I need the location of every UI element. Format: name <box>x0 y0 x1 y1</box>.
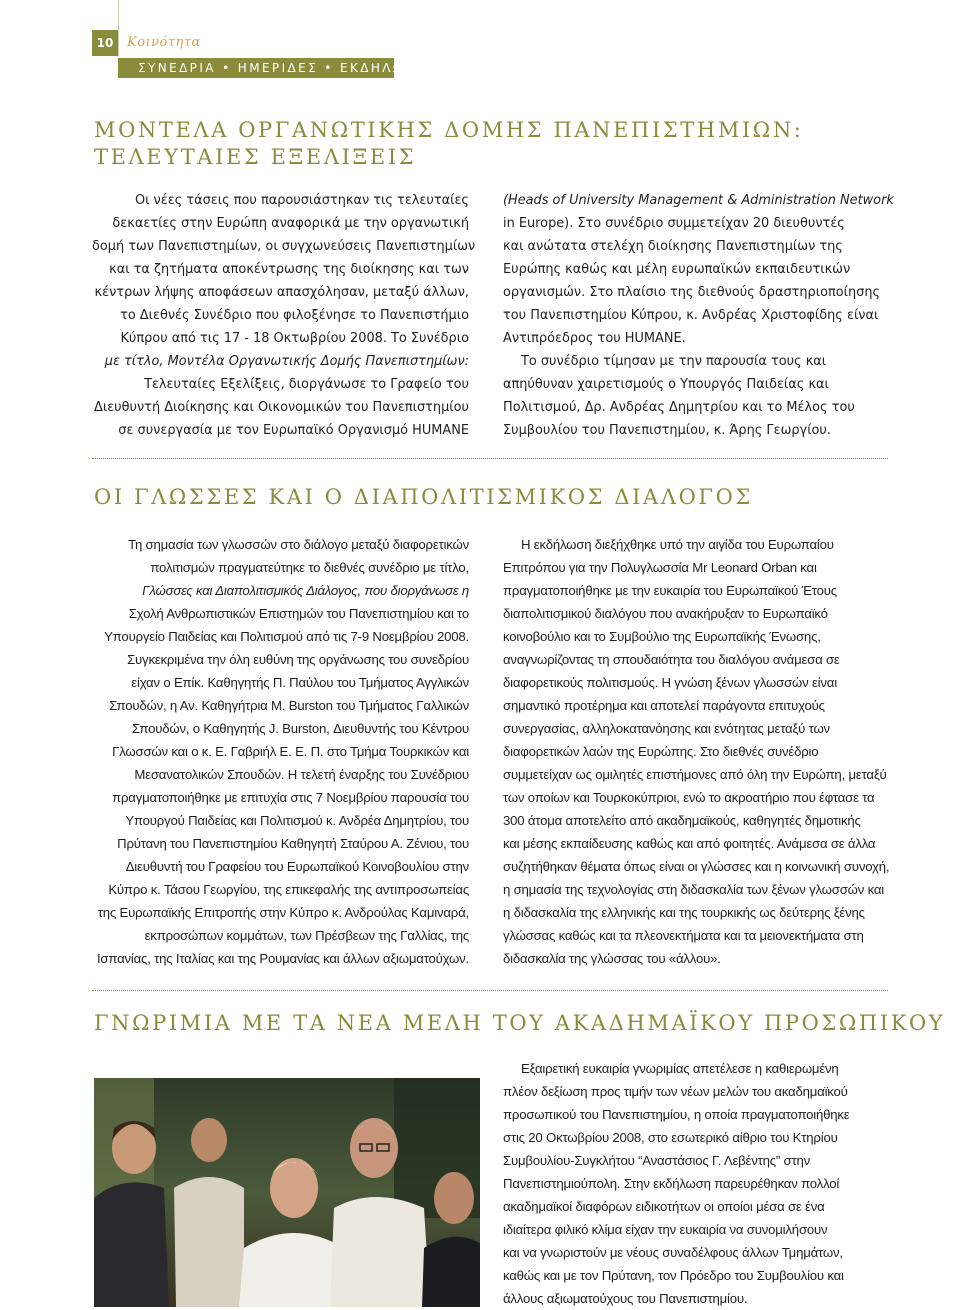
text-line: πραγματοποιήθηκε με επιτυχία στις 7 Νοεμβρίου παρουσία του <box>112 790 469 805</box>
text-line: διδασκαλία της γλώσσας του «άλλου». <box>503 951 721 966</box>
text-line: Εξαιρετική ευκαιρία γνωριμίας απετέλεσε η καθιερωμένη <box>521 1061 839 1076</box>
article3-title: ΓΝΩΡΙΜΙΑ ΜΕ ΤΑ ΝΕΑ ΜΕΛΗ ΤΟΥ ΑΚΑΔΗΜΑΪΚΟΥ ΠΡΟΣΩΠΙΚΟΥ <box>94 1011 946 1035</box>
text-line: διαφορετικών λαών της Ευρώπης. Στο διεθνές συνέδριο <box>503 744 819 759</box>
text-line: 300 άτομα αποτελείτο από ακαδημαϊκούς, καθηγητές δημοτικής <box>503 813 861 828</box>
text-line: Η εκδήλωση διεξήχθηκε υπό την αιγίδα του Ευρωπαίου <box>521 537 834 552</box>
text-line: Τελευταίες Εξελίξεις, διοργάνωσε το Γραφείο του <box>144 377 469 392</box>
text-line: ακαδημαϊκοί διαφόρων ειδικοτήτων οι οποίοι μέσα σε ένα <box>503 1199 825 1214</box>
text-line: σε συνεργασία με τον Ευρωπαϊκό Οργανισμό HUMANE <box>118 423 469 438</box>
article2-column-left <box>92 533 469 970</box>
text-line: εκπροσώπων κομμάτων, των Πρέσβεων της Γαλλίας, της <box>144 928 469 943</box>
text-line: Αντιπρόεδρος του HUMANE. <box>503 331 686 346</box>
text-line: Υπουργείο Παιδείας και Πολιτισμού από τις 7-9 Νοεμβρίου 2008. <box>104 629 469 644</box>
text-line: στις 20 Οκτωβρίου 2008, στο εσωτερικό αίθριο του Κτηρίου <box>503 1130 838 1145</box>
text-line: Πολιτισμού, Δρ. Ανδρέας Δημητρίου και το Μέλος του <box>503 400 855 415</box>
text-line: Ευρώπης καθώς και μέλη ευρωπαϊκών εκπαιδευτικών <box>503 262 851 277</box>
text-line: άλλους αξιωματούχους του Πανεπιστημίου. <box>503 1291 748 1306</box>
text-line: διαπολιτισμικού διαλόγου που ανακήρυξαν το Ευρωπαϊκό <box>503 606 828 621</box>
text-line: Γλωσσών και ο κ. Ε. Γαβριήλ Ε. Ε. Π. στο Τμήμα Τουρκικών και <box>112 744 469 759</box>
text-line: οργανισμών. Στο πλαίσιο της διεθνούς δραστηριοποίησης <box>503 285 881 300</box>
text-line: Σπουδών, η Αν. Καθηγήτρια M. Burston του Τμήματος Γαλλικών <box>109 698 469 713</box>
text-line: προσωπικού του Πανεπιστημίου, η οποία πραγματοποιήθηκε <box>503 1107 850 1122</box>
text-line: in Europe). Στο συνέδριο συμμετείχαν 20 διευθυντές <box>503 216 845 231</box>
text-line: κέντρων λήψης αποφάσεων απασχόλησαν, μεταξύ άλλων, <box>94 285 469 300</box>
text-line: Γλώσσες και Διαπολιτισμικός Διάλογος, που διοργάνωσε η <box>142 583 469 598</box>
text-line: καθώς και με τον Πρύτανη, τον Πρόεδρο του Συμβουλίου και <box>503 1268 844 1283</box>
text-line: Σπουδών, ο Καθηγητής J. Burston, Διευθυντής του Κέντρου <box>132 721 469 736</box>
text-line: Συγκεκριμένα την όλη ευθύνη της οργάνωσης του συνεδρίου <box>127 652 469 667</box>
text-line: Συμβουλίου του Πανεπιστημίου, κ. Άρης Γεωργίου. <box>503 423 831 438</box>
text-line: ιδιαίτερα φιλικό κλίμα είχαν την ευκαιρία να συνομιλήσουν <box>503 1222 828 1237</box>
text-line: σημαντικό προτέρημα και αποτελεί παράγοντα επιτυχούς <box>503 698 825 713</box>
article1-title-line2: ΤΕΛΕΥΤΑΙΕΣ ΕΞΕΛΙΞΕΙΣ <box>94 145 417 169</box>
text-line: (Heads of University Management & Administration Network <box>503 193 894 208</box>
text-line: αναγνωρίζοντας τη σπουδαιότητα του διαλόγου ανάμεσα σε <box>503 652 840 667</box>
text-line: Διευθυντή του Γραφείου του Ευρωπαϊκού Κοινοβουλίου στην <box>125 859 469 874</box>
text-line: Διευθυντή Διοίκησης και Οικονομικών του Πανεπιστημίου <box>94 400 469 415</box>
article2-column-right <box>503 533 889 970</box>
text-line: και ανώτατα στελέχη διοίκησης Πανεπιστημίων της <box>503 239 843 254</box>
section-title: Κοινότητα <box>127 35 201 50</box>
text-line: πλέον δεξίωση προς τιμήν των νέων μελών του ακαδημαϊκού <box>503 1084 848 1099</box>
text-line: Πρύτανη του Πανεπιστημίου Καθηγητή Σταύρου Α. Ζένιου, του <box>117 836 469 851</box>
text-line: Κύπρο κ. Τάσου Γεωργίου, της επικεφαλής της αντιπροσωπείας <box>108 882 469 897</box>
text-line: της Ευρωπαϊκής Επιτροπής στην Κύπρο κ. Ανδρούλας Καμιναρά, <box>97 905 469 920</box>
text-line: Σχολή Ανθρωπιστικών Επιστημών του Πανεπιστημίου και το <box>128 606 469 621</box>
text-line: το Διεθνές Συνέδριο που φιλοξένησε το Πανεπιστήμιο <box>120 308 469 323</box>
text-line: απηύθυναν χαιρετισμούς ο Υπουργός Παιδείας και <box>503 377 829 392</box>
text-line: και μέσης εκπαίδευσης καθώς και από φοιτητές. Ανάμεσα σε άλλα <box>503 836 876 851</box>
section-divider <box>92 990 888 991</box>
text-line: συνεργασίας, αλληλοκατανόησης και ενότητας μεταξύ των <box>503 721 830 736</box>
text-line: και τα ζητήματα αποκέντρωσης της διοίκησης και των <box>109 262 469 277</box>
text-line: δομή των Πανεπιστημίων, οι συγχωνεύσεις Πανεπιστημίων <box>92 239 476 254</box>
article2-title: ΟΙ ΓΛΩΣΣΕΣ ΚΑΙ Ο ΔΙΑΠΟΛΙΤΙΣΜΙΚΟΣ ΔΙΑΛΟΓΟΣ <box>94 485 753 509</box>
text-line: δεκαετίες στην Ευρώπη αναφορικά με την οργανωτική <box>112 216 469 231</box>
header-divider <box>118 0 119 56</box>
text-line: και να γνωριστούν με νέους συναδέλφους άλλων Τμημάτων, <box>503 1245 843 1260</box>
text-line: Κύπρου από τις 17 - 18 Οκτωβρίου 2008. Το Συνέδριο <box>120 331 469 346</box>
section-divider <box>92 458 888 459</box>
text-line: η σημασία της τεχνολογίας στη διδασκαλία των ξένων γλωσσών και <box>503 882 884 897</box>
text-line: Συμβουλίου-Συγκλήτου “Αναστάσιος Γ. Λεβέντης” στην <box>503 1153 811 1168</box>
article1-title-line1: ΜΟΝΤΕΛΑ ΟΡΓΑΝΩΤΙΚΗΣ ΔΟΜΗΣ ΠΑΝΕΠΙΣΤΗΜΙΩΝ: <box>94 118 804 142</box>
page-number: 10 <box>92 30 118 56</box>
text-line: Ισπανίας, της Ιταλίας και της Ρουμανίας και άλλων αξιωματούχων. <box>96 951 469 966</box>
text-line: των οποίων και Τουρκοκύπριοι, ενώ το ακροατήριο που έφτασε τα <box>503 790 875 805</box>
text-line: του Πανεπιστημίου Κύπρου, κ. Ανδρέας Χριστοφίδης είναι <box>503 308 879 323</box>
text-line: Υπουργού Παιδείας και Πολιτισμού κ. Ανδρέα Δημητρίου, του <box>125 813 469 828</box>
text-line: πραγματοποιήθηκε με την ευκαιρία του Ευρωπαϊκού Έτους <box>503 583 837 598</box>
text-line: Το συνέδριο τίμησαν με την παρουσία τους και <box>521 354 827 369</box>
text-line: Επιτρόπου για την Πολυγλωσσία Mr Leonard Orban και <box>503 560 817 575</box>
text-line: κοινοβούλιο και το Συμβούλιο της Ευρωπαϊκής Ένωσης, <box>503 629 821 644</box>
text-line: συζητήθηκαν θέματα όπως είναι οι γλώσσες και η κοινωνική συνοχή, <box>503 859 890 874</box>
text-line: Πανεπιστημιούπολη. Στην εκδήλωση παρευρέθηκαν πολλοί <box>503 1176 840 1191</box>
text-line: Οι νέες τάσεις που παρουσιάστηκαν τις τελευταίες <box>134 193 469 208</box>
text-line: Μεσανατολικών Σπουδών. Η τελετή έναρξης του Συνέδριου <box>134 767 469 782</box>
event-photo <box>94 1078 480 1307</box>
text-line: γλώσσας καθώς και τα πλεονεκτήματα και τα μειονεκτήματα στη <box>503 928 864 943</box>
text-line: η διδασκαλία της ελληνικής και της τουρκικής ως δεύτερης ξένης <box>503 905 865 920</box>
text-line: με τίτλο, Μοντέλα Οργανωτικής Δομής Πανεπιστημίων: <box>104 354 469 369</box>
article1-column-right <box>503 189 894 442</box>
category-band: ΣΥΝΕΔΡΙΑ • ΗΜΕΡΙΔΕΣ • ΕΚΔΗΛΩΣΕΙΣ <box>118 58 394 78</box>
article1-column-left <box>92 189 476 442</box>
text-line: πολιτισμών πραγματεύτηκε το διεθνές συνέδριο με τίτλο, <box>150 560 469 575</box>
article3-column <box>503 1057 889 1310</box>
text-line: Τη σημασία των γλωσσών στο διάλογο μεταξύ διαφορετικών <box>128 537 469 552</box>
text-line: συμμετείχαν ως ομιλητές επιστήμονες από όλη την Ευρώπη, μεταξύ <box>503 767 887 782</box>
text-line: διαφορετικούς πολιτισμούς. Η γνώση ξένων γλωσσών είναι <box>503 675 837 690</box>
text-line: είχαν ο Επίκ. Καθηγητής Π. Παύλου του Τμήματος Αγγλικών <box>131 675 469 690</box>
